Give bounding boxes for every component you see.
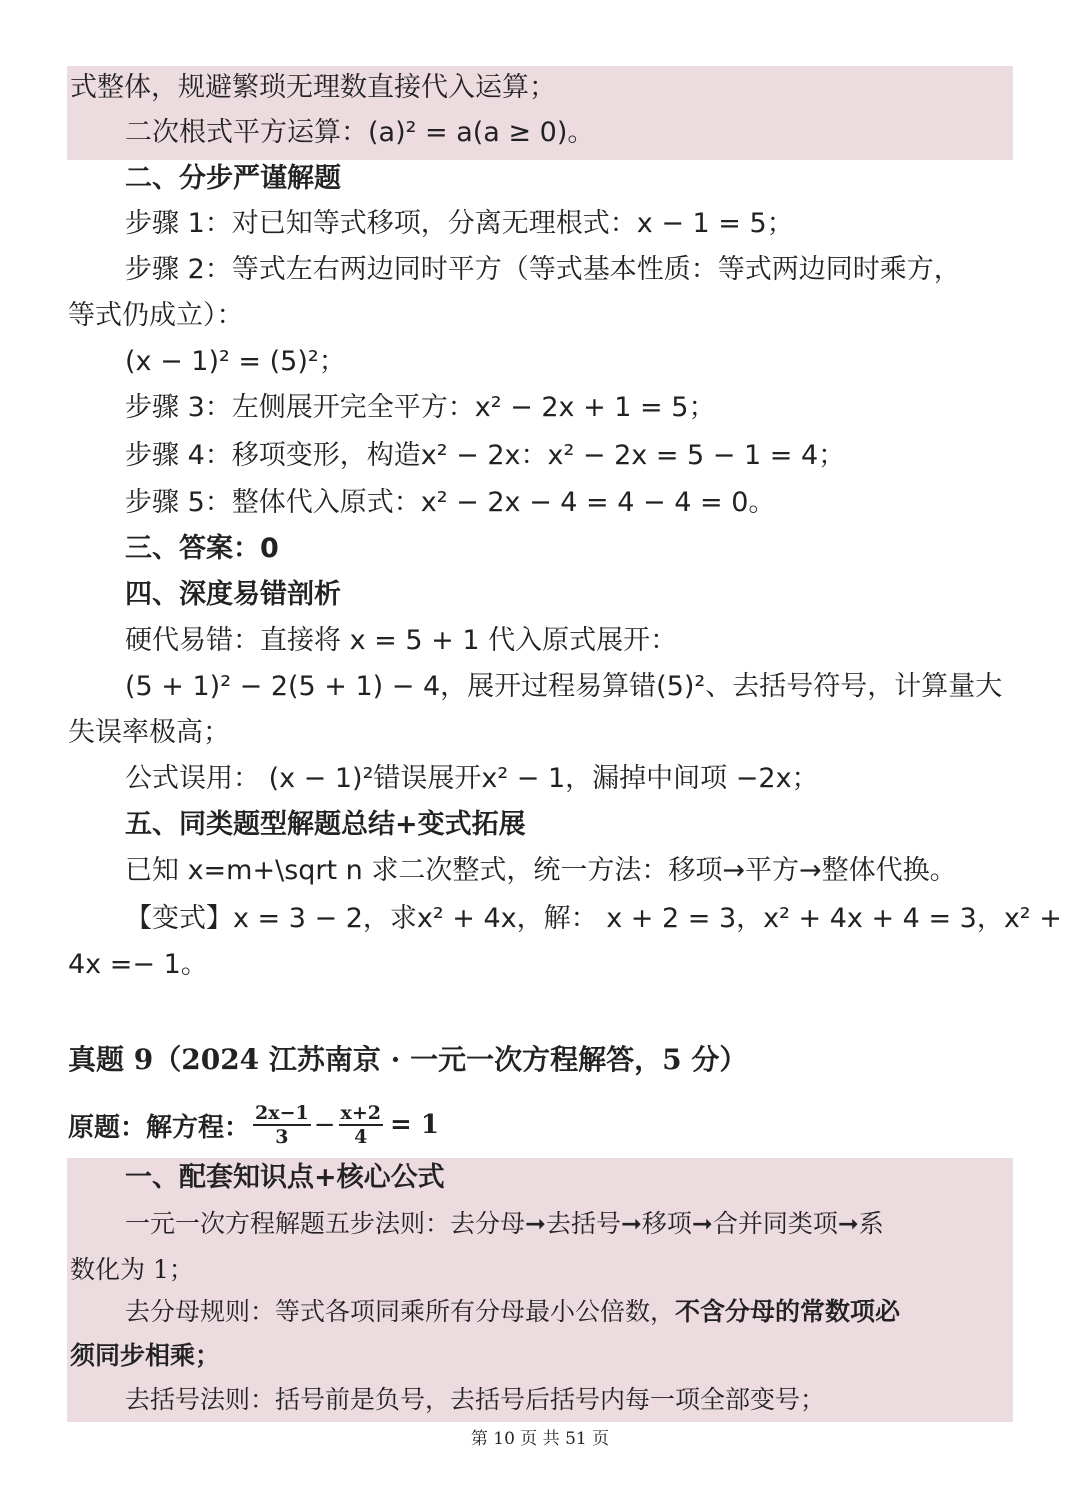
knowledge-line-1: 一元一次方程解题五步法则：去分母➞去括号➞移项➞合并同类项➞系 (125, 1209, 884, 1238)
step-2-line-b: 等式仍成立）： (68, 300, 244, 331)
fraction-2 (339, 1102, 383, 1148)
error-analysis-line-1: 硬代易错：直接将 x = 5 + 1 代入原式展开： (125, 625, 678, 656)
original-problem-label: 原题：解方程： (68, 1112, 251, 1143)
bottom-highlight-box (67, 1158, 1013, 1422)
top-box-line-2: 二次根式平方运算：(a)² = a(a ≥ 0)。 (125, 117, 595, 148)
variant-line-1: 【变式】x = 3 − 2，求x² + 4x，解： x + 2 = 3，x² + 4x + 4 = 3，x² + (125, 903, 1062, 934)
fraction-2-denominator: 4 (354, 1126, 368, 1148)
variant-line-2: 4x =− 1。 (68, 949, 208, 980)
top-highlight-box (67, 66, 1013, 160)
error-analysis-line-3: 失误率极高； (68, 717, 230, 748)
knowledge-line-2: 数化为 1； (70, 1255, 194, 1284)
section-heading-5: 五、同类题型解题总结+变式拓展 (125, 809, 526, 840)
knowledge-line-4: 须同步相乘； (70, 1341, 221, 1370)
error-analysis-line-4: 公式误用： (x − 1)²错误展开x² − 1，漏掉中间项 −2x； (125, 763, 819, 794)
fraction-1 (253, 1102, 311, 1148)
step-4: 步骤 4：移项变形，构造x² − 2x：x² − 2x = 5 − 1 = 4； (125, 440, 846, 471)
equation-rhs: = 1 (389, 1110, 439, 1140)
original-problem (68, 1095, 439, 1155)
top-box-line-1: 式整体，规避繁琐无理数直接代入运算； (70, 72, 556, 103)
step-2-equation: (x − 1)² = (5)²； (125, 346, 346, 377)
step-1: 步骤 1：对已知等式移项，分离无理根式：x − 1 = 5； (125, 208, 794, 239)
knowledge-line-3-bold: 不含分母的常数项必 (675, 1297, 901, 1326)
knowledge-line-3-normal: 去分母规则：等式各项同乘所有分母最小公倍数， (125, 1297, 676, 1326)
fraction-1-numerator: 2x−1 (255, 1102, 309, 1124)
error-analysis-line-2: (5 + 1)² − 2(5 + 1) − 4，展开过程易算错(5)²、去括号符号，计算量大 (125, 671, 1003, 702)
problem-9-title: 真题 9（2024 江苏南京 · 一元一次方程解答，5 分） (68, 1043, 748, 1076)
minus-sign: − (313, 1110, 336, 1140)
page-number-footer: 第 10 页 共 51 页 (470, 1429, 610, 1449)
fraction-1-denominator: 3 (275, 1126, 289, 1148)
section-heading-3: 三、答案：0 (125, 533, 279, 564)
knowledge-line-5: 去括号法则：括号前是负号，去括号后括号内每一项全部变号； (125, 1385, 826, 1414)
step-5: 步骤 5：整体代入原式：x² − 2x − 4 = 4 − 4 = 0。 (125, 487, 776, 518)
summary-line-1: 已知 x=m+\sqrt n 求二次整式，统一方法：移项→平方→整体代换。 (125, 855, 957, 886)
knowledge-heading: 一、配套知识点+核心公式 (125, 1162, 445, 1193)
section-heading-4: 四、深度易错剖析 (125, 579, 341, 610)
fraction-2-numerator: x+2 (340, 1102, 381, 1124)
step-2-line-a: 步骤 2：等式左右两边同时平方（等式基本性质：等式两边同时乘方， (125, 254, 961, 285)
step-3: 步骤 3：左侧展开完全平方：x² − 2x + 1 = 5； (125, 392, 716, 423)
knowledge-line-3 (125, 1290, 900, 1334)
section-heading-2: 二、分步严谨解题 (125, 163, 341, 194)
